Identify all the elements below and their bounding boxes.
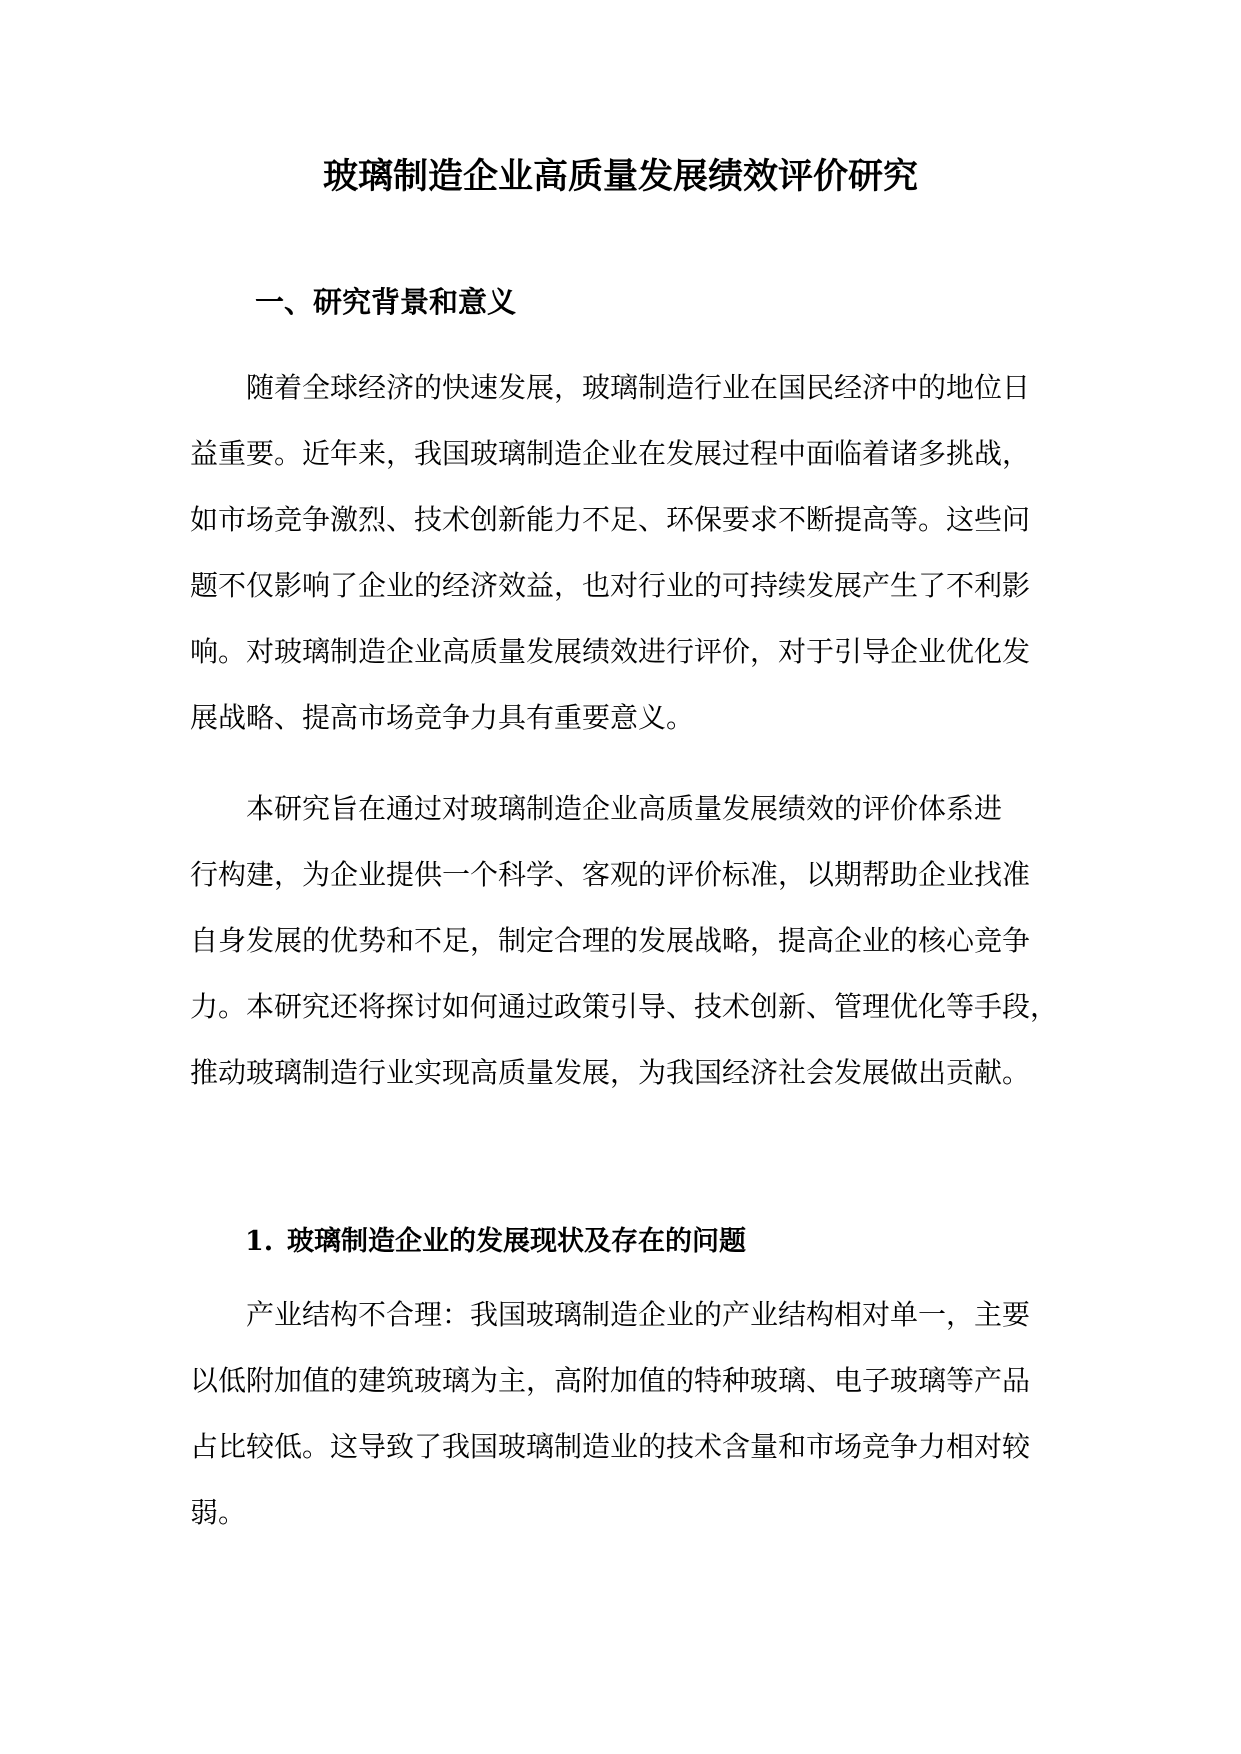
subsection-number: 1. [245, 1226, 274, 1257]
paragraph-line: 行构建，为企业提供一个科学、客观的评价标准，以期帮助企业找准 [190, 858, 1031, 891]
paragraph-line: 如市场竞争激烈、技术创新能力不足、环保要求不断提高等。这些问 [190, 503, 1031, 536]
subsection-heading [245, 1220, 746, 1264]
paragraph-line: 益重要。近年来，我国玻璃制造企业在发展过程中面临着诸多挑战， [190, 437, 1031, 470]
paragraph-line: 题不仅影响了企业的经济效益，也对行业的可持续发展产生了不利影 [190, 569, 1031, 602]
document-title: 玻璃制造企业高质量发展绩效评价研究 [322, 156, 918, 197]
paragraph-line: 响。对玻璃制造企业高质量发展绩效进行评价，对于引导企业优化发 [190, 635, 1031, 668]
section-heading: 一、研究背景和意义 [255, 285, 517, 319]
paragraph-industry-structure [190, 1282, 1050, 1546]
paragraph-line: 本研究旨在通过对玻璃制造企业高质量发展绩效的评价体系进 [246, 792, 1003, 825]
paragraph-line: 占比较低。这导致了我国玻璃制造业的技术含量和市场竞争力相对较 [190, 1430, 1031, 1463]
paragraph-significance [190, 776, 1059, 1106]
paragraph-line: 展战略、提高市场竞争力具有重要意义。 [190, 701, 695, 734]
paragraph-line: 力。本研究还将探讨如何通过政策引导、技术创新、管理优化等手段， [190, 990, 1059, 1023]
paragraph-line: 弱。 [190, 1496, 247, 1529]
paragraph-line: 随着全球经济的快速发展，玻璃制造行业在国民经济中的地位日 [246, 371, 1031, 404]
paragraph-line: 推动玻璃制造行业实现高质量发展，为我国经济社会发展做出贡献。 [190, 1056, 1031, 1089]
subsection-title: 玻璃制造企业的发展现状及存在的问题 [287, 1226, 746, 1257]
paragraph-line: 以低附加值的建筑玻璃为主，高附加值的特种玻璃、电子玻璃等产品 [190, 1364, 1031, 1397]
paragraph-line: 自身发展的优势和不足，制定合理的发展战略，提高企业的核心竞争 [190, 924, 1031, 957]
paragraph-line: 产业结构不合理：我国玻璃制造企业的产业结构相对单一，主要 [246, 1298, 1031, 1331]
paragraph-background [190, 355, 1050, 751]
